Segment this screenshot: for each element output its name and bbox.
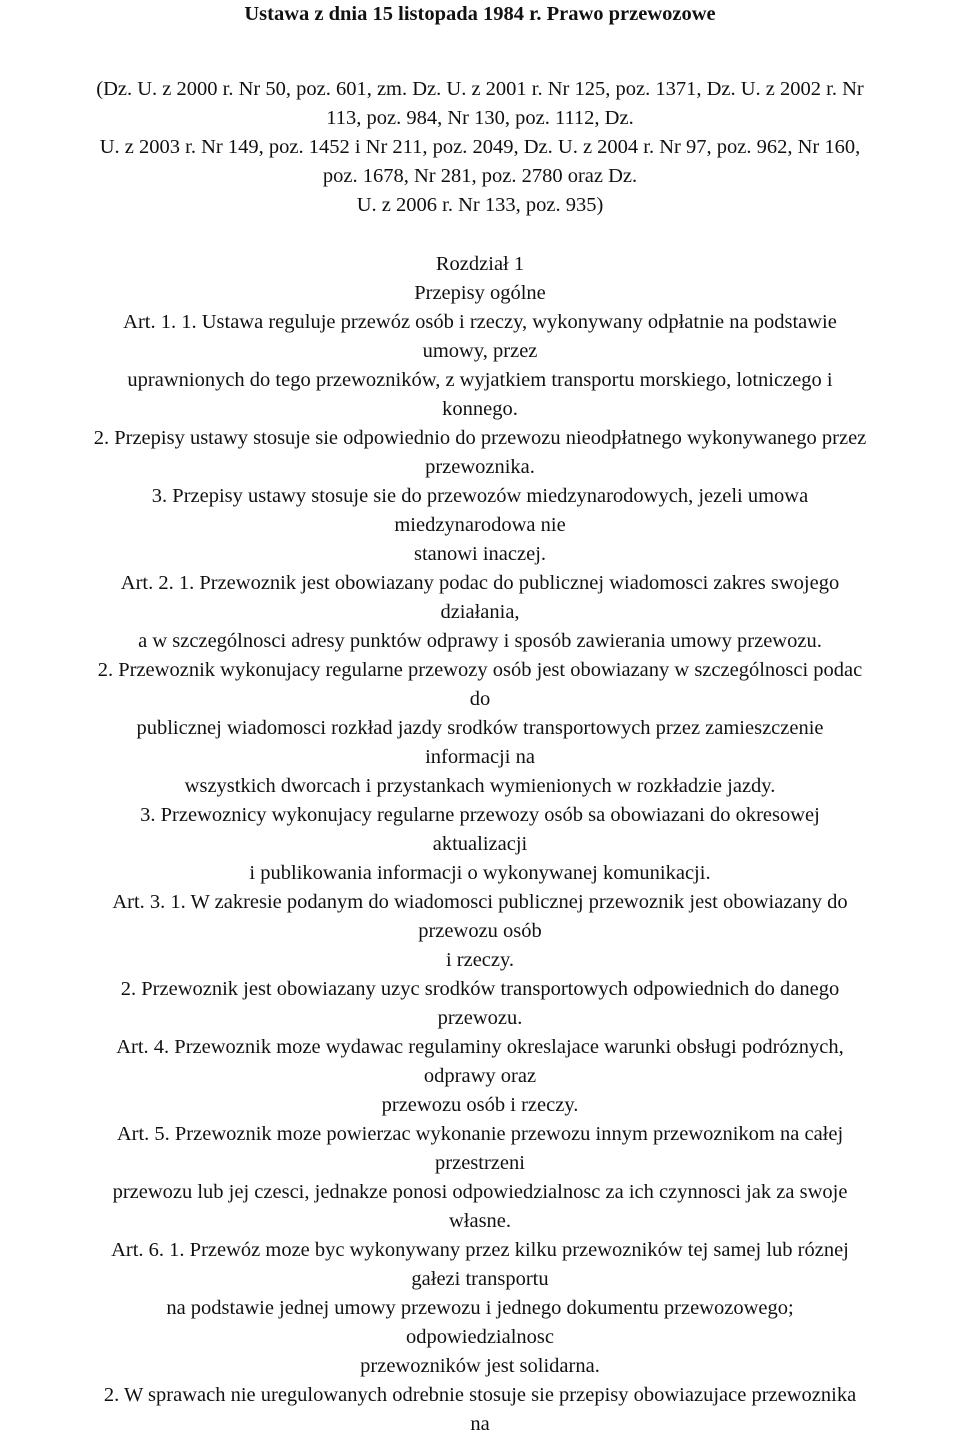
- body-line: przewozu lub jej czesci, jednakze ponosi odpowiedzialnosc za ich czynnosci jak za swoje: [112, 1181, 848, 1203]
- body-line: Art. 5. Przewoznik moze powierzac wykonanie przewozu innym przewoznikom na całej: [116, 1123, 844, 1145]
- body-line: 2. Przepisy ustawy stosuje sie odpowiednio do przewozu nieodpłatnego wykonywanego przez: [93, 427, 867, 449]
- body-line: informacji na: [425, 746, 535, 768]
- spacer: [0, 29, 960, 75]
- body-line: przewozu osób i rzeczy.: [381, 1094, 579, 1116]
- body-line: do: [469, 688, 491, 710]
- document-title: Ustawa z dnia 15 listopada 1984 r. Prawo przewozowe: [244, 3, 716, 25]
- citation-line: U. z 2003 r. Nr 149, poz. 1452 i Nr 211, poz. 2049, Dz. U. z 2004 r. Nr 97, poz. 962, Nr 160,: [99, 136, 861, 158]
- body-line: miedzynarodowa nie: [394, 514, 566, 536]
- body-line: przewozu osób: [418, 920, 542, 942]
- body-line: umowy, przez: [422, 340, 538, 362]
- body-line: aktualizacji: [432, 833, 528, 855]
- document-body: [0, 308, 960, 1439]
- body-line: przewozu.: [437, 1007, 523, 1029]
- citation-line: poz. 1678, Nr 281, poz. 2780 oraz Dz.: [322, 165, 638, 187]
- chapter-number: Rozdział 1: [435, 253, 525, 275]
- body-line: Art. 2. 1. Przewoznik jest obowiazany podac do publicznej wiadomosci zakres swojego: [120, 572, 840, 594]
- body-line: konnego.: [442, 398, 518, 420]
- spacer: [0, 220, 960, 250]
- body-line: przestrzeni: [435, 1152, 525, 1174]
- body-line: przewozników jest solidarna.: [360, 1355, 600, 1377]
- body-line: na podstawie jednej umowy przewozu i jednego dokumentu przewozowego;: [166, 1297, 794, 1319]
- source-citation: [0, 75, 960, 220]
- citation-line: (Dz. U. z 2000 r. Nr 50, poz. 601, zm. Dz. U. z 2001 r. Nr 125, poz. 1371, Dz. U. z 2002 r. Nr: [96, 78, 864, 100]
- body-line: działania,: [440, 601, 520, 623]
- citation-line: U. z 2006 r. Nr 133, poz. 935): [356, 194, 604, 216]
- body-line: i rzeczy.: [445, 949, 515, 971]
- body-line: przewoznika.: [425, 456, 535, 478]
- body-line: na: [470, 1413, 490, 1435]
- body-line: 3. Przepisy ustawy stosuje sie do przewozów miedzynarodowych, jezeli umowa: [151, 485, 809, 507]
- body-line: uprawnionych do tego przewozników, z wyjatkiem transportu morskiego, lotniczego i: [127, 369, 833, 391]
- body-line: Art. 6. 1. Przewóz moze byc wykonywany przez kilku przewozników tej samej lub róznej: [111, 1239, 849, 1261]
- body-line: gałezi transportu: [411, 1268, 549, 1290]
- body-line: Art. 4. Przewoznik moze wydawac regulaminy okreslajace warunki obsługi podróznych,: [116, 1036, 844, 1058]
- body-line: Art. 1. 1. Ustawa reguluje przewóz osób i rzeczy, wykonywany odpłatnie na podstawie: [123, 311, 837, 333]
- body-line: stanowi inaczej.: [413, 543, 547, 565]
- body-line: 2. Przewoznik jest obowiazany uzyc srodków transportowych odpowiednich do danego: [120, 978, 840, 1000]
- body-line: własne.: [448, 1210, 512, 1232]
- citation-line: 113, poz. 984, Nr 130, poz. 1112, Dz.: [326, 107, 634, 129]
- chapter-title: Przepisy ogólne: [414, 282, 546, 304]
- body-line: odprawy oraz: [423, 1065, 537, 1087]
- body-line: a w szczególnosci adresy punktów odprawy i sposób zawierania umowy przewozu.: [138, 630, 822, 652]
- body-line: publicznej wiadomosci rozkład jazdy srodków transportowych przez zamieszczenie: [136, 717, 824, 739]
- body-line: 3. Przewoznicy wykonujacy regularne przewozy osób sa obowiazani do okresowej: [140, 804, 820, 826]
- body-line: Art. 3. 1. W zakresie podanym do wiadomosci publicznej przewoznik jest obowiazany do: [112, 891, 848, 913]
- body-line: odpowiedzialnosc: [405, 1326, 554, 1348]
- body-line: 2. W sprawach nie uregulowanych odrebnie stosuje sie przepisy obowiazujace przewoznika: [103, 1384, 857, 1406]
- body-line: 2. Przewoznik wykonujacy regularne przewozy osób jest obowiazany w szczególnosci podac: [97, 659, 863, 681]
- body-line: i publikowania informacji o wykonywanej komunikacji.: [249, 862, 711, 884]
- body-line: wszystkich dworcach i przystankach wymienionych w rozkładzie jazdy.: [184, 775, 776, 797]
